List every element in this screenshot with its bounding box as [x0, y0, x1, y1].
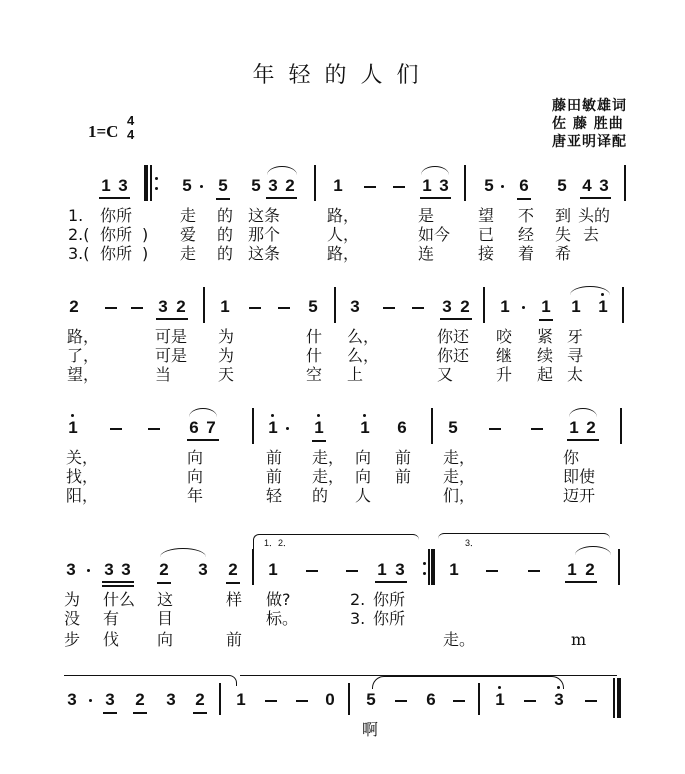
lyric: 可是	[155, 327, 188, 346]
repeat-dot	[423, 562, 426, 565]
lyric: 这条	[248, 206, 281, 225]
barline	[150, 165, 152, 201]
lyric: 什	[306, 346, 323, 365]
note: 5	[216, 176, 230, 196]
note: 1	[567, 560, 577, 579]
dash	[278, 307, 290, 309]
lyric: 向	[187, 448, 204, 467]
dash	[306, 570, 318, 572]
time-denominator: 4	[127, 127, 135, 142]
lyric: 去	[583, 225, 600, 244]
dash	[383, 307, 395, 309]
note: 6	[426, 690, 436, 709]
volta-bracket-continuation	[64, 675, 237, 686]
repeat-end-barline	[431, 549, 435, 585]
note: 3	[350, 297, 360, 316]
lyric: 人	[355, 486, 372, 505]
underline-beam	[187, 439, 219, 441]
lyric: 迈开	[563, 486, 596, 505]
lyric: 如今	[418, 225, 451, 244]
lyric: 你所	[100, 225, 133, 244]
lyric: 2.	[350, 590, 366, 609]
barline	[219, 683, 221, 715]
lyric: 没	[64, 609, 81, 628]
volta-label: 3．	[465, 538, 480, 548]
lyric: 为	[218, 327, 235, 346]
lyric: 继	[496, 346, 513, 365]
note: 5	[557, 176, 567, 195]
note: 1	[220, 297, 230, 316]
note: 2	[176, 297, 186, 316]
note: 6	[397, 418, 407, 437]
lyric: 升	[496, 365, 513, 384]
lyric: 关，	[66, 448, 99, 467]
lyric: 牙	[567, 327, 584, 346]
lyric: 望	[478, 206, 495, 225]
dash	[364, 186, 376, 188]
note: 3	[198, 560, 208, 579]
lyric: 你还	[437, 346, 470, 365]
lyric: 紧	[537, 327, 554, 346]
lyric: 人，	[327, 225, 360, 244]
lyric: 向	[355, 467, 372, 486]
lyric: 标。	[266, 609, 299, 628]
lyric: 前	[226, 630, 243, 649]
lyric: 到	[555, 206, 572, 225]
lyric: )	[142, 244, 149, 263]
note: 1	[377, 560, 387, 579]
lyric: 么，	[347, 327, 380, 346]
underline-beam	[567, 439, 599, 441]
lyric: 有	[103, 609, 120, 628]
lyric: 的	[217, 206, 234, 225]
dash	[528, 570, 540, 572]
dash	[105, 307, 117, 309]
slur	[372, 676, 564, 689]
lyric: 什么	[103, 590, 136, 609]
note: 2	[133, 690, 147, 710]
lyric: 前	[395, 467, 412, 486]
note: 4	[582, 176, 592, 195]
note-high: 1	[358, 418, 372, 438]
note: 7	[206, 418, 216, 437]
underline-beam	[156, 318, 188, 320]
note: 5	[182, 176, 192, 195]
augmentation-dot	[200, 185, 203, 188]
lyric: 经	[518, 225, 535, 244]
lyric: 咬	[496, 327, 513, 346]
lyric: )	[142, 225, 149, 244]
lyric: 2.(	[68, 225, 90, 244]
translator-credit: 唐亚明译配	[552, 134, 627, 150]
dash	[148, 428, 160, 430]
lyric: 路，	[327, 244, 360, 263]
barline	[428, 549, 430, 585]
barline	[620, 408, 622, 444]
lyric: 已	[478, 225, 495, 244]
lyric: 走，	[312, 467, 345, 486]
note: 6	[517, 176, 531, 196]
dash	[524, 700, 536, 702]
note-high: 3	[552, 690, 566, 710]
note: 3	[439, 176, 449, 195]
dash	[265, 700, 277, 702]
underline-beam	[375, 581, 407, 583]
note-high: 1	[596, 297, 610, 317]
final-barline	[617, 678, 621, 718]
underline-beam	[102, 581, 134, 583]
lyric: 接	[478, 244, 495, 263]
note: 3	[599, 176, 609, 195]
note: 1	[571, 297, 581, 316]
lyric: 望，	[67, 365, 100, 384]
dash	[249, 307, 261, 309]
note-high: 1	[66, 418, 80, 438]
dash	[110, 428, 122, 430]
lyricist-credit: 藤田敏雄词	[552, 98, 627, 114]
barline	[314, 165, 316, 201]
lyric: 路，	[327, 206, 360, 225]
note: 5	[484, 176, 494, 195]
note: 1	[268, 560, 278, 579]
barline	[203, 287, 205, 323]
barline	[464, 165, 466, 201]
note: 3	[158, 297, 168, 316]
lyric: 这条	[248, 244, 281, 263]
barline	[624, 165, 626, 201]
lyric: 上	[347, 365, 364, 384]
lyric: 你所	[100, 206, 133, 225]
note: 5	[366, 690, 376, 709]
note: 2	[193, 690, 207, 710]
barline	[252, 408, 254, 444]
lyric: 空	[306, 365, 323, 384]
credits	[552, 97, 627, 151]
note-high: 1	[312, 418, 326, 438]
lyric: 向	[355, 448, 372, 467]
lyric: 为	[218, 346, 235, 365]
note: 3	[166, 690, 176, 709]
lyric: 寻	[567, 346, 584, 365]
lyric: 太	[567, 365, 584, 384]
lyric: 了，	[67, 346, 100, 365]
slur	[570, 286, 610, 295]
note: 1	[539, 297, 553, 317]
dash	[412, 307, 424, 309]
dash	[393, 186, 405, 188]
note-high: 1	[266, 418, 280, 438]
lyric: 走。	[443, 630, 476, 649]
lyric: 向	[187, 467, 204, 486]
lyric: 1.	[68, 206, 84, 225]
lyric: 你所	[100, 244, 133, 263]
note: 1	[101, 176, 111, 195]
dash	[486, 570, 498, 572]
barline	[334, 287, 336, 323]
lyric: 天	[218, 365, 235, 384]
lyric: 步	[64, 630, 81, 649]
note: 2	[285, 176, 295, 195]
underline-beam	[565, 581, 597, 583]
note: 1	[500, 297, 510, 316]
repeat-dot	[155, 177, 158, 180]
note: 3	[121, 560, 131, 579]
note: 5	[308, 297, 318, 316]
note: 2	[460, 297, 470, 316]
note: 5	[251, 176, 261, 195]
note: 2	[157, 560, 171, 580]
lyric: 失	[555, 225, 572, 244]
lyric: 们，	[443, 486, 476, 505]
augmentation-dot	[522, 306, 525, 309]
note: 1	[569, 418, 579, 437]
barline	[252, 549, 254, 585]
lyric: 样	[226, 590, 243, 609]
lyric: 轻	[266, 486, 283, 505]
lyric: 你	[563, 448, 580, 467]
note: 3	[442, 297, 452, 316]
lyric: 阳，	[66, 486, 99, 505]
lyric: 啊	[362, 720, 379, 739]
lyric: 年	[187, 486, 204, 505]
dash	[531, 428, 543, 430]
lyric: 走，	[443, 448, 476, 467]
lyric: 即使	[563, 467, 596, 486]
lyric: 3.	[350, 609, 366, 628]
key-signature: 1=C	[88, 122, 119, 141]
slur	[267, 166, 297, 175]
note: 3	[66, 560, 76, 579]
dash	[489, 428, 501, 430]
note: 3	[104, 560, 114, 579]
slur	[189, 408, 217, 417]
dash	[296, 700, 308, 702]
note: 2	[226, 560, 240, 580]
augmentation-dot	[501, 185, 504, 188]
lyric: 你所	[373, 609, 406, 628]
composer-credit: 佐 藤 胜曲	[552, 116, 624, 132]
lyric: 你还	[437, 327, 470, 346]
lyric: 爱	[180, 225, 197, 244]
note: 6	[189, 418, 199, 437]
dash	[131, 307, 143, 309]
underline-beam	[266, 197, 297, 199]
note: 2	[586, 418, 596, 437]
lyric: 着	[518, 244, 535, 263]
underline-beam	[440, 318, 472, 320]
lyric: 伐	[103, 630, 120, 649]
volta-bracket-2	[438, 533, 610, 546]
slur	[575, 546, 611, 555]
note: 3	[395, 560, 405, 579]
lyric: 做?	[266, 590, 291, 609]
lyric: 头的	[578, 206, 611, 225]
underline-beam	[102, 585, 134, 587]
time-signature	[127, 114, 134, 142]
barline	[613, 678, 615, 718]
slur	[569, 408, 597, 417]
augmentation-dot	[286, 427, 289, 430]
underline-beam	[580, 197, 611, 199]
repeat-start-barline	[144, 165, 148, 201]
underline-beam	[420, 197, 451, 199]
note: 0	[325, 690, 335, 709]
lyric: 的	[217, 244, 234, 263]
barline	[348, 683, 350, 715]
note: 3	[118, 176, 128, 195]
note: 1	[449, 560, 459, 579]
note: 2	[69, 297, 79, 316]
lyric: 走	[180, 244, 197, 263]
lyric: 当	[155, 365, 172, 384]
note: 1	[333, 176, 343, 195]
lyric: 起	[537, 365, 554, 384]
lyric: 3.(	[68, 244, 90, 263]
barline	[618, 549, 620, 585]
barline	[483, 287, 485, 323]
lyric: 又	[437, 365, 454, 384]
note: 3	[268, 176, 278, 195]
lyric: 找，	[66, 467, 99, 486]
note-high: 1	[493, 690, 507, 710]
lyric: 你所	[373, 590, 406, 609]
note: 3	[67, 690, 77, 709]
lyric: 不	[518, 206, 535, 225]
lyric: 为	[64, 590, 81, 609]
lyric: 是	[418, 206, 435, 225]
dash	[453, 700, 465, 702]
augmentation-dot	[87, 569, 90, 572]
lyric: 路，	[67, 327, 100, 346]
lyric: 的	[312, 486, 329, 505]
song-title: 年轻的人们	[252, 63, 433, 88]
lyric: m	[571, 630, 587, 649]
lyric: 续	[537, 346, 554, 365]
lyric: 连	[418, 244, 435, 263]
dash	[395, 700, 407, 702]
dash	[585, 700, 597, 702]
lyric: 前	[266, 467, 283, 486]
lyric: 么，	[347, 346, 380, 365]
note: 3	[103, 690, 117, 710]
lyric: 向	[157, 630, 174, 649]
note: 5	[448, 418, 458, 437]
note: 1	[422, 176, 432, 195]
note: 2	[585, 560, 595, 579]
lyric: 的	[217, 225, 234, 244]
volta-label: 1．2．	[264, 538, 293, 548]
slur	[160, 548, 206, 557]
lyric: 那个	[248, 225, 281, 244]
lyric: 前	[266, 448, 283, 467]
lyric: 走，	[443, 467, 476, 486]
augmentation-dot	[89, 699, 92, 702]
barline	[622, 287, 624, 323]
barline	[431, 408, 433, 444]
repeat-dot	[155, 187, 158, 190]
lyric: 目	[157, 609, 174, 628]
slur	[421, 166, 449, 175]
lyric: 可是	[155, 346, 188, 365]
lyric: 什	[306, 327, 323, 346]
underline-beam	[99, 197, 130, 199]
lyric: 走	[180, 206, 197, 225]
repeat-dot	[423, 572, 426, 575]
lyric: 希	[555, 244, 572, 263]
dash	[346, 570, 358, 572]
lyric: 这	[157, 590, 174, 609]
lyric: 前	[395, 448, 412, 467]
note: 1	[236, 690, 246, 709]
lyric: 走，	[312, 448, 345, 467]
time-numerator: 4	[127, 113, 135, 128]
